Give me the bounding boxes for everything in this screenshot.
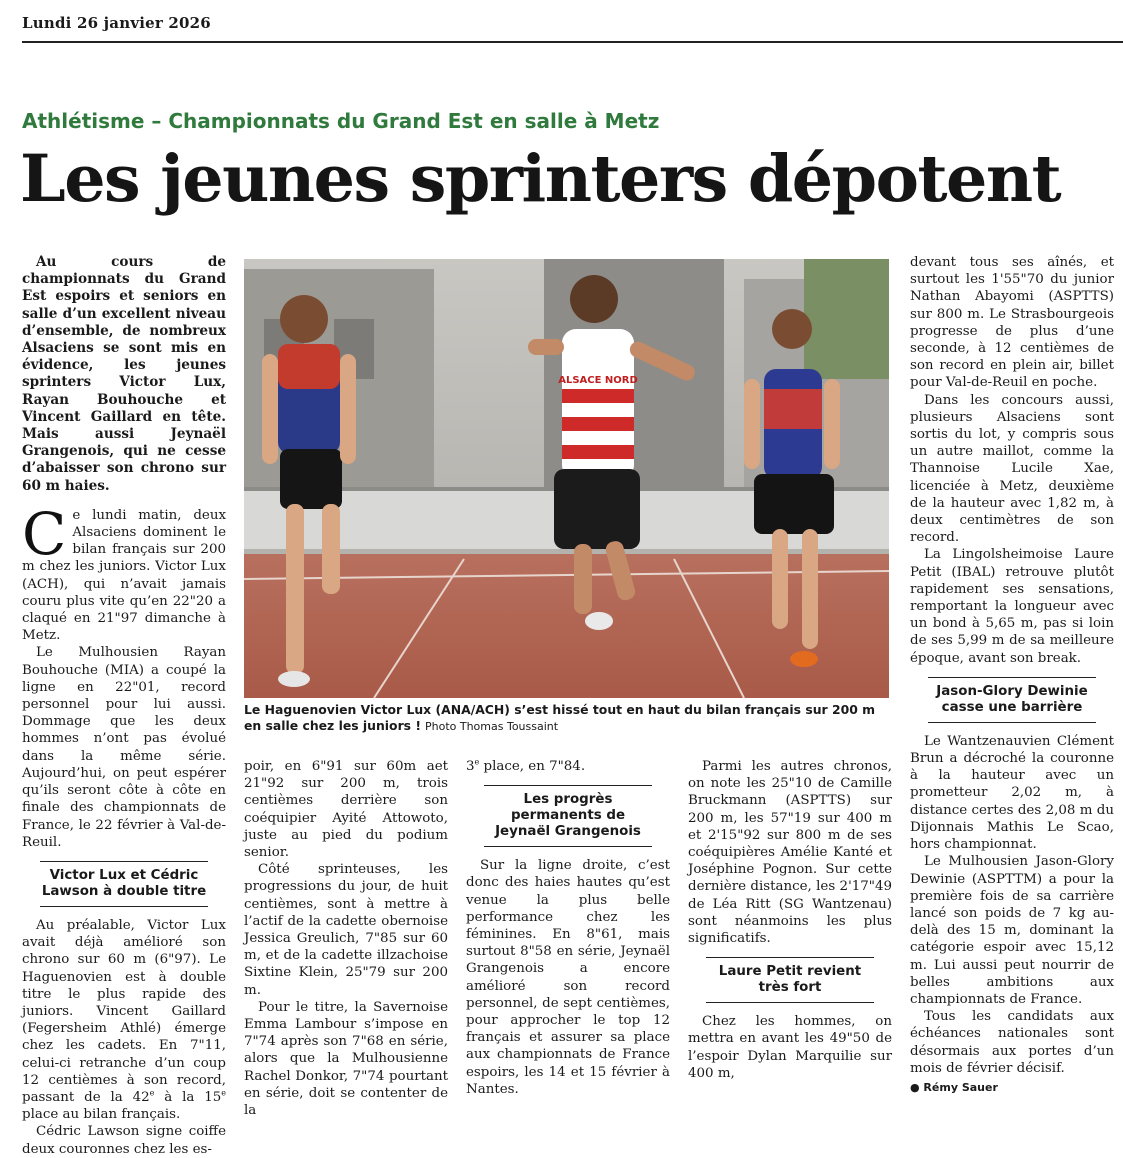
subhead-3: Laure Petit revient très fort xyxy=(706,957,874,1003)
paragraph: Côté sprinteuses, les progressions du jour, de huit centièmes, sont à mettre à l’actif de la cadette obernoise Jessica Greulich, 7"85 sur 60 m, et de la cadette illzachoise Sixtine Klein, 25"79 sur 200 m. xyxy=(244,862,448,998)
paragraph: Pour le titre, la Savernoise Emma Lambour s’impose en 7"74 après son 7"68 en série, alors que la Mulhousienne Rachel Donkor, 7"74 pourtant en série, doit se contenter de la xyxy=(244,999,448,1119)
paragraph: Sur la ligne droite, c’est donc des haies hautes qu’est venue la plus belle performance chez les féminines. En 8"61, mais surtout 8"58 en série, Jeynaël Grangenois a encore amélioré son record personnel, de sept centièmes, pour approcher le top 12 français et assurer sa place aux championnats de France espoirs, les 14 et 15 février à Nantes. xyxy=(466,858,670,1097)
subhead-4: Jason-Glory Dewinie casse une barrière xyxy=(928,677,1096,723)
paragraph: 3e place, en 7"84. xyxy=(466,757,586,774)
paragraph: Le Wantzenauvien Clément Brun a décroché la couronne à la hauteur avec un prometteur 2,02 m, à distance certes des 2,08 m du Dijonnais Mathis Le Scao, hors championnat. xyxy=(910,733,1114,853)
column-1 xyxy=(22,254,226,1158)
svg-text:ALSACE NORD: ALSACE NORD xyxy=(558,375,638,386)
column-5 xyxy=(910,254,1114,1096)
paragraph: La Lingolsheimoise Laure Petit (IBAL) retrouve plutôt rapidement ses sensations, remportant la longueur avec un bond à 5,65 m, pas si loin de ses 5,99 m de sa meilleure époque, avant son break. xyxy=(910,547,1114,666)
column-3 xyxy=(466,758,670,1098)
chapo: Au cours de championnats du Grand Est espoirs et seniors en salle d’un excellent niveau d’ensemble, de nombreux Alsaciens se sont mis en évidence, les jeunes sprinters Victor Lux, Rayan Bouhouche et Vincent Gaillard en tête. Mais aussi Jeynaël Grangenois, qui ne cesse d’abaisser son chrono sur 60 m haies. xyxy=(22,254,226,494)
paragraph: Dans les concours aussi, plusieurs Alsaciens sont sortis du lot, y compris sous un autre maillot, comme la Thannoise Lucile Xae, licenciée à Metz, deuxième de la hauteur avec 1,82 m, à deux centimètres de son record. xyxy=(910,392,1114,546)
article-photo xyxy=(244,259,889,698)
column-2 xyxy=(244,758,448,1119)
paragraph: Au préalable, Victor Lux avait déjà amélioré son chrono sur 60 m (6"97). Le Haguenovien est à double titre le plus rapide des juniors. Vincent Gaillard (Fegersheim Athlé) émerge chez les cadets. En 7"11, celui-ci retranche d’un coup 12 centièmes à son record, passant de la 42e à la 15e place au bilan français. xyxy=(22,917,227,1123)
dateline: Lundi 26 janvier 2026 xyxy=(22,14,211,32)
article-headline: Les jeunes sprinters dépotent xyxy=(20,141,1061,217)
paragraph: Tous les candidats aux échéances nationales sont désormais aux portes d’un mois de février décisif. xyxy=(910,1009,1114,1076)
subhead-1: Victor Lux et Cédric Lawson à double titre xyxy=(40,861,208,907)
author-signature: ● Rémy Sauer xyxy=(910,1080,998,1094)
paragraph: devant tous ses aînés, et surtout les 1'55"70 du junior Nathan Abayomi (ASPTTS) sur 800 m. Le Strasbourgeois progresse de plus d’une seconde, à 12 centièmes de son record en plein air, billet pour Val-de-Reuil en poche. xyxy=(910,255,1114,391)
column-4 xyxy=(688,758,892,1082)
paragraph: Le Mulhousien Jason-Glory Dewinie (ASPTTM) a pour la première fois de sa carrière lancé son poids de 7 kg au-delà des 15 m, dominant la catégorie espoir avec 15,12 m. Lui aussi peut nourrir de belles ambitions aux championnats de France. xyxy=(910,854,1114,1007)
paragraph: Ce lundi matin, deux Alsaciens dominent le bilan français sur 200 m chez les juniors. Victor Lux (ACH), qui n’avait jamais couru plus vite qu’en 22"20 a claqué en 21"97 dimanche à Metz. xyxy=(22,499,226,644)
paragraph: Cédric Lawson signe coiffe deux couronnes chez les es- xyxy=(22,1124,226,1157)
paragraph: Parmi les autres chronos, on note les 25"10 de Camille Bruckmann (ASPTTS) sur 200 m, les 57"19 sur 400 m et 2'15"92 sur 800 m de ses coéquipières Amélie Kanté et Joséphine Pognon. Sur cette dernière distance, les 2'17"49 de Léa Ritt (SG Wantzenau) sont néanmoins les plus significatifs. xyxy=(688,759,892,947)
photo-credit: Photo Thomas Toussaint xyxy=(424,720,559,733)
photo-caption: Le Haguenovien Victor Lux (ANA/ACH) s’est hissé tout en haut du bilan français sur 200 m en salle chez les juniors ! Photo Thomas Toussaint xyxy=(244,702,876,733)
top-rule xyxy=(22,41,1123,43)
drop-cap: C xyxy=(22,499,67,568)
subhead-2: Les progrès permanents de Jeynaël Grangenois xyxy=(484,785,652,847)
article-kicker: Athlétisme – Championnats du Grand Est en salle à Metz xyxy=(22,109,660,133)
sprinters-illustration xyxy=(244,259,889,698)
paragraph: Chez les hommes, on mettra en avant les 49"50 de l’espoir Dylan Marquilie sur 400 m, xyxy=(688,1014,892,1081)
paragraph: poir, en 6"91 sur 60m aet 21"92 sur 200 m, trois centièmes derrière son coéquipier Ayité Attowoto, juste au pied du podium senior. xyxy=(244,759,448,861)
paragraph: Le Mulhousien Rayan Bouhouche (MIA) a coupé la ligne en 22"01, record personnel pour lui aussi. Dommage que les deux hommes n’ont pas évolué dans la même série. Aujourd’hui, on peut espérer qu’ils seront côte à côte en finale des championnats de France, le 22 février à Val-de-Reuil. xyxy=(22,645,226,850)
